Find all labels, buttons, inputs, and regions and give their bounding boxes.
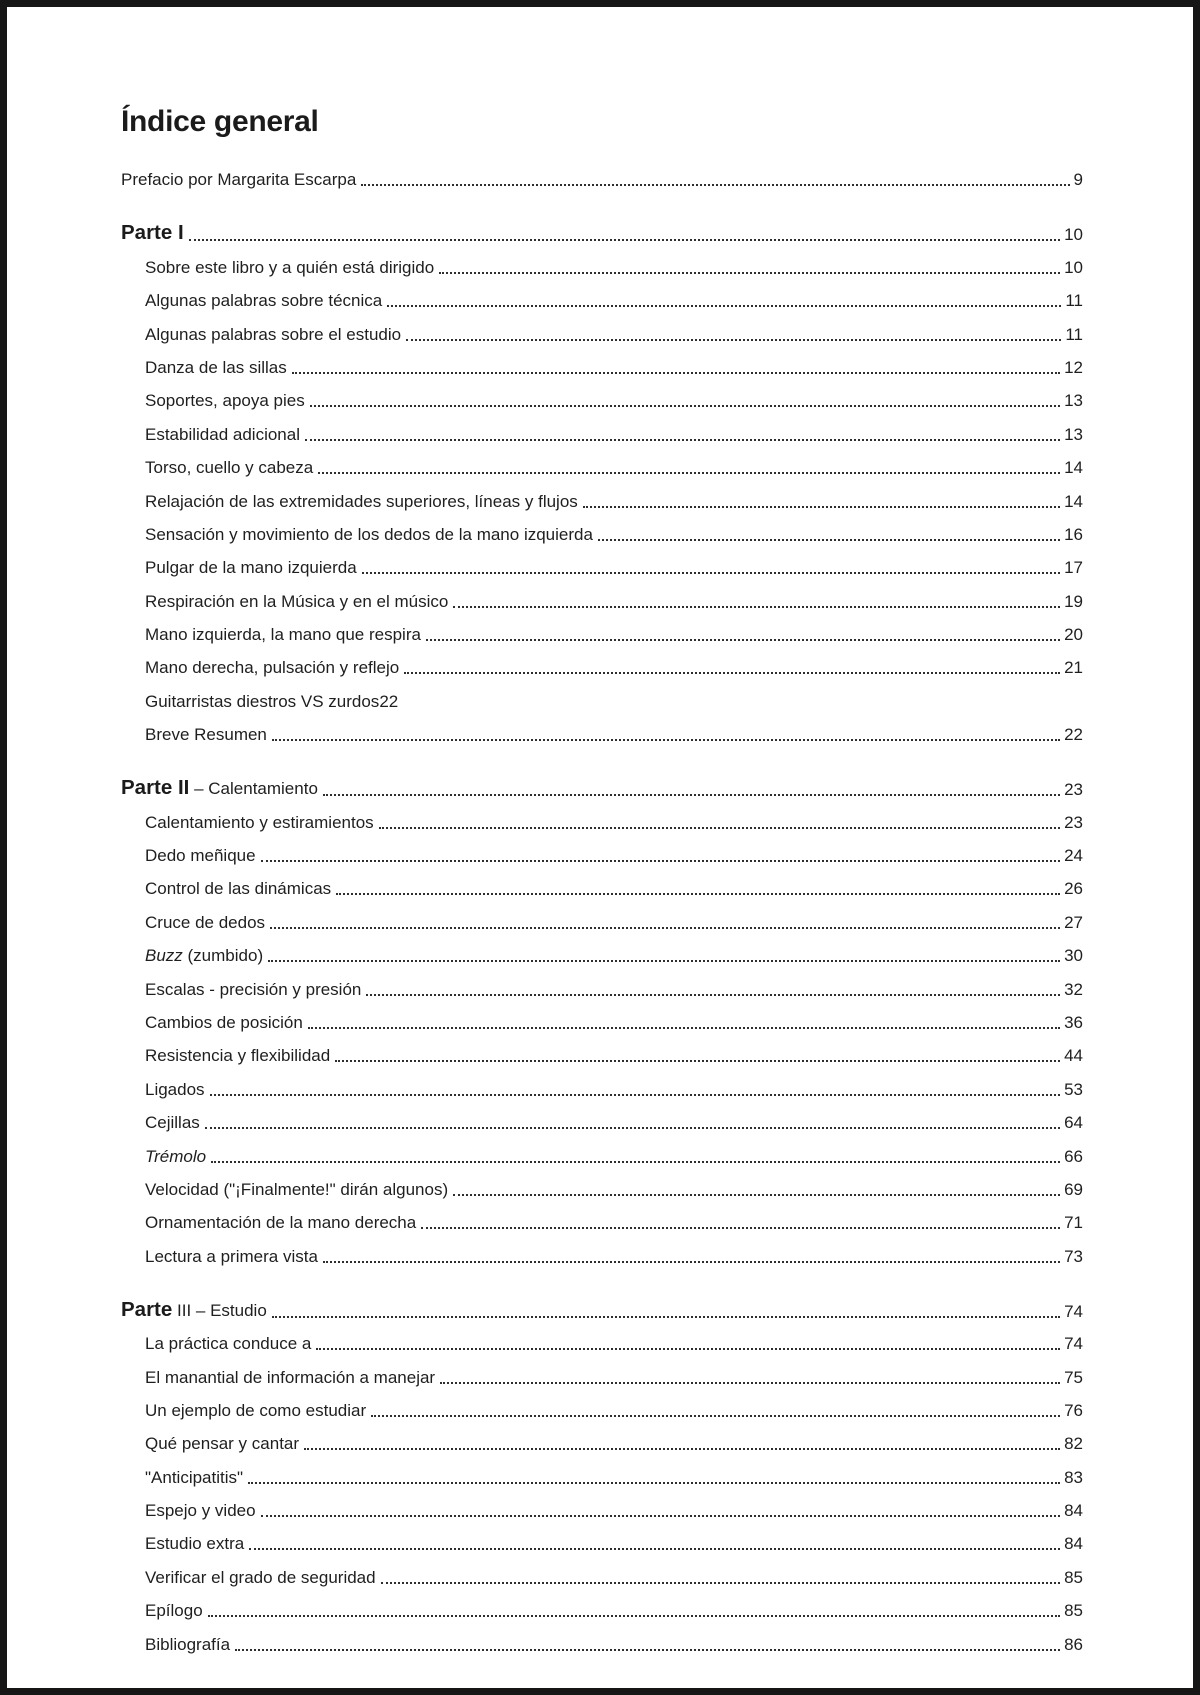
toc-entry-label-text: Velocidad ("¡Finalmente!" dirán algunos) xyxy=(145,1179,449,1199)
toc-entry-page: 16 xyxy=(1064,524,1083,544)
toc-entry xyxy=(121,1003,1083,1036)
toc-entry-page: 10 xyxy=(1064,225,1083,245)
toc-entry xyxy=(121,1424,1083,1457)
dot-leader xyxy=(261,1515,1061,1517)
dot-leader xyxy=(268,960,1060,962)
toc-entry-page: 84 xyxy=(1064,1534,1083,1554)
toc-entry-label xyxy=(121,946,263,966)
toc-entry-label-text: La práctica conduce a xyxy=(145,1334,312,1354)
toc-entry-label-text: Estudio extra xyxy=(145,1534,245,1554)
dot-leader xyxy=(305,439,1060,441)
document-page xyxy=(121,0,1083,1658)
toc-entry-page: 76 xyxy=(1064,1400,1083,1420)
dot-leader xyxy=(361,184,1069,186)
part-label-rest: III – Estudio xyxy=(172,1300,267,1320)
toc-entry-page: 27 xyxy=(1064,912,1083,932)
toc-entry-page: 53 xyxy=(1064,1079,1083,1099)
toc-entry-label-text: Relajación de las extremidades superiores, líneas y flujos xyxy=(145,491,578,511)
toc-entry-label xyxy=(121,1180,448,1200)
toc-entry-label xyxy=(121,625,421,645)
toc-entry-label-text: Algunas palabras sobre técnica xyxy=(145,291,383,311)
toc-entry xyxy=(121,414,1083,447)
toc-entry-page: 23 xyxy=(1064,812,1083,832)
toc-entry xyxy=(121,1170,1083,1203)
toc-entry xyxy=(121,281,1083,314)
dot-leader xyxy=(421,1227,1060,1229)
toc-entry xyxy=(121,969,1083,1002)
toc-entry xyxy=(121,615,1083,648)
toc-entry-label xyxy=(121,1501,256,1521)
toc-entry-label-text: Escalas - precisión y presión xyxy=(145,979,362,999)
toc-entry xyxy=(121,1036,1083,1069)
toc-entry-label xyxy=(121,846,256,866)
toc-entry-label-text: Verificar el grado de seguridad xyxy=(145,1567,376,1587)
toc-entry-label xyxy=(121,592,448,612)
toc-entry-page: 22 xyxy=(1064,725,1083,745)
toc-entry-label xyxy=(121,1298,267,1322)
toc-entry-label xyxy=(121,558,357,578)
toc-entry xyxy=(121,1624,1083,1657)
toc-entry-label-text: Pulgar de la mano izquierda xyxy=(145,558,357,578)
toc-entry-page: 75 xyxy=(1064,1367,1083,1387)
toc-entry xyxy=(121,1491,1083,1524)
toc-entry xyxy=(121,648,1083,681)
toc-entry-page: 32 xyxy=(1064,979,1083,999)
toc-part-heading xyxy=(121,1270,1083,1324)
dot-leader xyxy=(189,239,1060,241)
toc-entry-page: 23 xyxy=(1064,780,1083,800)
toc-entry-page: 21 xyxy=(1064,658,1083,678)
toc-entry xyxy=(121,869,1083,902)
toc-entry-label-text: Resistencia y flexibilidad xyxy=(145,1046,331,1066)
toc-entry-label-text: Ornamentación de la mano derecha xyxy=(145,1213,417,1233)
toc-entry-label xyxy=(121,291,382,311)
toc-entry-label-text: Qué pensar y cantar xyxy=(145,1434,300,1454)
toc-entry-label-text: (zumbido) xyxy=(182,946,264,966)
toc-entry xyxy=(121,1524,1083,1557)
toc-entry-label-text: Un ejemplo de como estudiar xyxy=(145,1400,367,1420)
toc-entry xyxy=(121,581,1083,614)
toc-entry-label-text: Lectura a primera vista xyxy=(145,1246,318,1266)
toc-entry-page: 64 xyxy=(1064,1113,1083,1133)
toc-entry-label xyxy=(121,1013,303,1033)
toc-entry-label xyxy=(121,913,265,933)
toc-entry xyxy=(121,1457,1083,1490)
toc-entry-label-text: Calentamiento y estiramientos xyxy=(145,812,374,832)
toc-entry-page: 73 xyxy=(1064,1246,1083,1266)
part-label-bold: Parte I xyxy=(121,221,184,245)
toc-entry-label-italic: Buzz xyxy=(145,946,183,966)
toc-entry-page: 17 xyxy=(1064,558,1083,578)
dot-leader xyxy=(235,1649,1060,1651)
toc-entry-page: 30 xyxy=(1064,946,1083,966)
toc-entry xyxy=(121,515,1083,548)
part-label-bold: Parte II xyxy=(121,776,190,800)
toc-entry-label xyxy=(121,525,593,545)
toc-entry-label xyxy=(121,170,356,190)
toc-entry-page: 85 xyxy=(1064,1567,1083,1587)
toc-entry-page: 11 xyxy=(1065,324,1083,344)
toc-entry-page: 85 xyxy=(1064,1601,1083,1621)
toc-entry-page: 10 xyxy=(1064,257,1083,277)
toc-entry-label-text: Ligados xyxy=(145,1079,205,1099)
toc-entry-label-text: Guitarristas diestros VS zurdos xyxy=(145,691,380,711)
toc-entry-label xyxy=(121,1601,203,1621)
toc-entry-page: 86 xyxy=(1064,1634,1083,1654)
toc-entry-page: 24 xyxy=(1064,846,1083,866)
toc-entry-page: 82 xyxy=(1064,1434,1083,1454)
toc-entry-page: 69 xyxy=(1064,1179,1083,1199)
toc-entry-label-text: Dedo meñique xyxy=(145,846,256,866)
toc-entry xyxy=(121,314,1083,347)
toc-entry-page: 44 xyxy=(1064,1046,1083,1066)
toc-entry-label xyxy=(121,1046,330,1066)
toc-entry xyxy=(121,836,1083,869)
dot-leader xyxy=(387,305,1061,307)
toc-entry-label-text: Estabilidad adicional xyxy=(145,424,300,444)
dot-leader xyxy=(210,1094,1061,1096)
toc-entry-label xyxy=(121,658,399,678)
toc-entry-label xyxy=(121,425,300,445)
toc-entry-label-text: Danza de las sillas xyxy=(145,357,287,377)
toc-entry-label xyxy=(121,1434,299,1454)
dot-leader xyxy=(308,1027,1060,1029)
toc-entry-label xyxy=(121,1213,416,1233)
toc-entry xyxy=(121,481,1083,514)
dot-leader xyxy=(270,927,1060,929)
toc-entry-label xyxy=(121,258,434,278)
toc-entry-label-text: Bibliografía xyxy=(145,1634,231,1654)
toc-entry-page: 26 xyxy=(1064,879,1083,899)
dot-leader xyxy=(440,1382,1060,1384)
toc-entry-page: 19 xyxy=(1064,591,1083,611)
toc-entry-label xyxy=(121,1401,366,1421)
dot-leader xyxy=(323,794,1060,796)
toc-entry-label-text: Mano derecha, pulsación y reflejo xyxy=(145,658,400,678)
dot-leader xyxy=(261,860,1061,862)
toc-entry-label-text: Prefacio por Margarita Escarpa xyxy=(121,170,357,190)
part-label-bold: Parte xyxy=(121,1297,173,1321)
toc-entry-label-text: "Anticipatitis" xyxy=(145,1467,244,1487)
toc-entry-page: 22 xyxy=(379,691,399,711)
toc-entry-page: 20 xyxy=(1064,625,1083,645)
dot-leader xyxy=(205,1127,1060,1129)
dot-leader xyxy=(310,405,1060,407)
toc-entry-label-text: Sobre este libro y a quién está dirigido xyxy=(145,257,435,277)
toc-entry xyxy=(121,348,1083,381)
toc-entry-page: 11 xyxy=(1065,291,1083,311)
toc-entry-label-italic: Trémolo xyxy=(145,1146,207,1166)
toc-entry-page: 14 xyxy=(1064,458,1083,478)
dot-leader xyxy=(336,893,1060,895)
dot-leader xyxy=(379,827,1060,829)
toc-entry xyxy=(121,1103,1083,1136)
dot-leader xyxy=(316,1348,1060,1350)
toc-entry-label xyxy=(121,391,305,411)
toc-entry-label-text: Cambios de posición xyxy=(145,1012,303,1032)
dot-leader xyxy=(335,1060,1060,1062)
toc-entry-label-text: Torso, cuello y cabeza xyxy=(145,458,314,478)
toc-entry-label xyxy=(121,1368,435,1388)
toc-entry-label-text: Algunas palabras sobre el estudio xyxy=(145,324,402,344)
toc-entry-label-text: Control de las dinámicas xyxy=(145,879,332,899)
toc-entry-page: 83 xyxy=(1064,1467,1083,1487)
toc-entry xyxy=(121,160,1083,193)
toc-part-heading xyxy=(121,748,1083,802)
toc-entry-label xyxy=(121,1468,243,1488)
toc-entry-label xyxy=(121,725,267,745)
dot-leader xyxy=(453,606,1060,608)
toc-entry-label xyxy=(121,980,361,1000)
dot-leader xyxy=(381,1582,1060,1584)
toc-entry xyxy=(121,1203,1083,1236)
toc-entry-page: 74 xyxy=(1064,1334,1083,1354)
toc-entry-label-text: Cruce de dedos xyxy=(145,912,266,932)
toc-entry xyxy=(121,548,1083,581)
toc-entry-label xyxy=(121,813,374,833)
toc-entry-label-text: Cejillas xyxy=(145,1113,200,1133)
dot-leader xyxy=(248,1482,1060,1484)
dot-leader xyxy=(453,1194,1060,1196)
dot-leader xyxy=(583,506,1060,508)
dot-leader xyxy=(292,372,1060,374)
dot-leader xyxy=(404,672,1060,674)
toc-entry xyxy=(121,1069,1083,1102)
toc-entry-label xyxy=(121,458,313,478)
toc-entry xyxy=(121,1136,1083,1169)
toc-entry-page: 84 xyxy=(1064,1501,1083,1521)
dot-leader xyxy=(272,739,1060,741)
toc-entry-label-text: Soportes, apoya pies xyxy=(145,391,305,411)
toc-entry-label xyxy=(121,1334,311,1354)
toc-entry-page: 71 xyxy=(1064,1213,1083,1233)
toc-entry-label xyxy=(121,776,318,800)
toc-entry-label xyxy=(121,358,287,378)
toc-entry-page: 36 xyxy=(1064,1012,1083,1032)
toc-entry-label xyxy=(121,1568,376,1588)
toc-entry-label-text: Mano izquierda, la mano que respira xyxy=(145,625,421,645)
toc-entry-page: 13 xyxy=(1064,424,1083,444)
toc-entry xyxy=(121,936,1083,969)
toc-entry-label xyxy=(121,1113,200,1133)
toc-entry xyxy=(121,681,1083,714)
dot-leader xyxy=(371,1415,1060,1417)
dot-leader xyxy=(211,1161,1060,1163)
toc-entry xyxy=(121,1357,1083,1390)
toc-entry-label xyxy=(121,1635,230,1655)
dot-leader xyxy=(598,539,1060,541)
toc-entry-label xyxy=(121,492,578,512)
toc-entry-page: 74 xyxy=(1064,1301,1083,1321)
dot-leader xyxy=(362,572,1060,574)
toc-entry xyxy=(121,247,1083,280)
toc-entry xyxy=(121,1591,1083,1624)
page-title: Índice general xyxy=(121,105,319,138)
dot-leader xyxy=(323,1261,1060,1263)
toc-entry-page: 66 xyxy=(1064,1146,1083,1166)
table-of-contents xyxy=(121,160,1083,1658)
part-label-rest: – Calentamiento xyxy=(189,779,318,799)
toc-entry xyxy=(121,902,1083,935)
toc-entry xyxy=(121,381,1083,414)
toc-entry-label-text: Espejo y video xyxy=(145,1501,256,1521)
toc-entry-label xyxy=(121,692,379,712)
toc-entry-label-text: Respiración en la Música y en el músico xyxy=(145,591,449,611)
toc-entry-page: 13 xyxy=(1064,391,1083,411)
toc-entry-label-text: Sensación y movimiento de los dedos de la mano izquierda xyxy=(145,524,593,544)
dot-leader xyxy=(439,272,1060,274)
dot-leader xyxy=(272,1316,1060,1318)
dot-leader xyxy=(208,1615,1060,1617)
toc-entry-label xyxy=(121,325,401,345)
toc-part-heading xyxy=(121,193,1083,247)
toc-entry xyxy=(121,448,1083,481)
dot-leader xyxy=(406,339,1061,341)
toc-entry-label xyxy=(121,1534,244,1554)
dot-leader xyxy=(304,1448,1060,1450)
toc-entry-label xyxy=(121,1147,206,1167)
dot-leader xyxy=(249,1548,1060,1550)
toc-entry-label-text: El manantial de información a manejar xyxy=(145,1367,436,1387)
toc-entry xyxy=(121,802,1083,835)
toc-entry-label-text: Epílogo xyxy=(145,1601,203,1621)
toc-entry-label xyxy=(121,1080,205,1100)
toc-entry-label xyxy=(121,221,184,245)
toc-entry-label xyxy=(121,879,331,899)
toc-entry-label-text: Breve Resumen xyxy=(145,725,267,745)
dot-leader xyxy=(426,639,1060,641)
toc-entry xyxy=(121,1236,1083,1269)
toc-entry-page: 12 xyxy=(1064,357,1083,377)
toc-entry xyxy=(121,1391,1083,1424)
toc-entry xyxy=(121,715,1083,748)
toc-entry-page: 9 xyxy=(1073,170,1083,190)
dot-leader xyxy=(366,994,1060,996)
toc-entry-page: 14 xyxy=(1064,491,1083,511)
toc-entry xyxy=(121,1324,1083,1357)
dot-leader xyxy=(318,472,1060,474)
toc-entry-label xyxy=(121,1247,318,1267)
toc-entry xyxy=(121,1557,1083,1590)
